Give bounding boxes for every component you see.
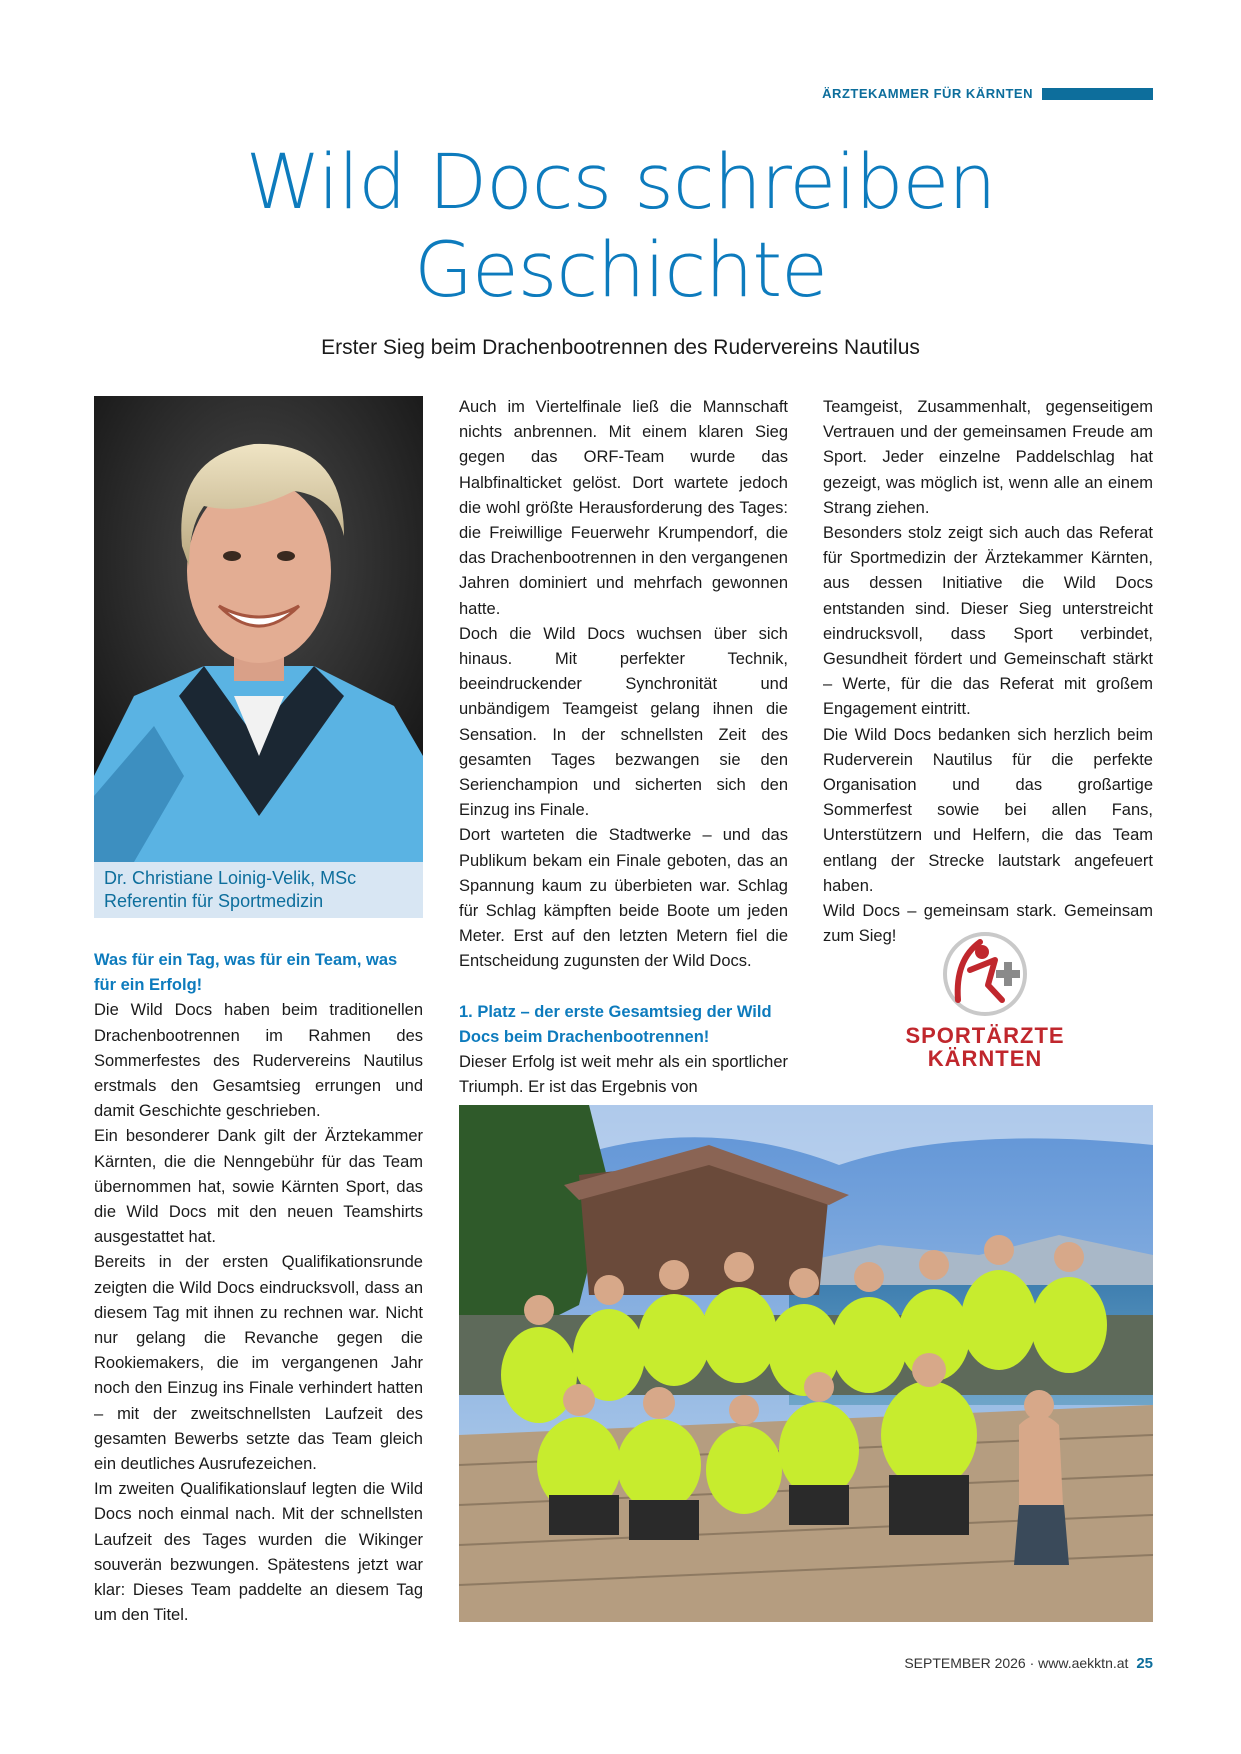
column1-paragraph: Die Wild Docs haben beim traditionellen Drachenbootrennen im Rahmen des Sommerfestes des Rudervereins Nautilus erstmals den Gesamtsieg errungen und damit Geschichte geschrieben. (94, 1001, 423, 1121)
column2-paragraph: Doch die Wild Docs wuchsen über sich hinaus. Mit perfekter Technik, beeindruckender Synchronität und unbändigem Teamgeist gelang ihnen die Sensation. In der schnellsten Zeit des gesamten Tages bezwangen sie den Serienchampion und sicherten sich den Einzug ins Finale. (459, 624, 788, 820)
column1-paragraph: Ein besonderer Dank gilt der Ärztekammer Kärnten, die die Nenngebühr für das Team übernommen hat, sowie Kärnten Sport, das die Wild Docs mit den neuen Teamshirts ausgestattet hat. (94, 1127, 423, 1247)
logo-text-line-2: KÄRNTEN (927, 1046, 1043, 1071)
portrait-caption (94, 862, 423, 918)
header-accent-bar (1042, 88, 1153, 100)
title-line-2: Geschichte (414, 225, 827, 314)
column1-subheading: Was für ein Tag, was für ein Team, was für ein Erfolg! (94, 951, 398, 995)
article-column-1 (94, 948, 423, 1628)
portrait-photo (94, 396, 423, 862)
column2-paragraph: Dort warteten die Stadtwerke – und das Publikum bekam ein Finale geboten, das an Spannung kaum zu überbieten war. Schlag für Schlag kämpften beide Boote um jeden Meter. Erst auf den letzten Metern fiel die Entscheidung zugunsten der Wild Docs. (459, 826, 788, 971)
column3-paragraph: Wild Docs – gemeinsam stark. Gemeinsam zum Sieg! (823, 902, 1153, 946)
page-footer (904, 1655, 1153, 1672)
article-column-2 (459, 395, 788, 1100)
column1-paragraph: Im zweiten Qualifikationslauf legten die Wild Docs noch einmal nach. Mit der schnellsten Laufzeit des Tages wurden die Wikinger souverän bezwungen. Spätestens jetzt war klar: Dieses Team paddelte an diesem Tag um den Titel. (94, 1480, 423, 1625)
column2-subheading: 1. Platz – der erste Gesamtsieg der Wild Docs beim Drachenbootrennen! (459, 1002, 772, 1046)
header-section-label: ÄRZTEKAMMER FÜR KÄRNTEN (822, 86, 1033, 101)
logo-text-line-1: SPORTÄRZTE (905, 1023, 1065, 1048)
column2-paragraph: Dieser Erfolg ist weit mehr als ein sportlicher Triumph. Er ist das Ergebnis von (459, 1053, 788, 1097)
column2-paragraph: Auch im Viertelfinale ließ die Mannschaft nichts anbrennen. Mit einem klaren Sieg gegen das ORF-Team wurde das Halbfinalticket gelöst. Dort wartete jedoch die wohl größte Herausforderung des Tages: die Freiwillige Feuerwehr Krumpendorf, die das Drachenbootrennen in den vergangenen Jahren dominiert und mehrfach gewonnen hatte. (459, 398, 788, 618)
caption-role: Referentin für Sportmedizin (104, 891, 324, 911)
logo-emblem-icon (900, 930, 1070, 1020)
column1-paragraph: Bereits in der ersten Qualifikationsrunde zeigten die Wild Docs eindrucksvoll, dass an diesem Tag mit ihnen zu rechnen war. Nicht nur gelang die Revanche gegen die Rookiemakers, die im vergangenen Jahr noch den Einzug ins Finale verhindert hatten – mit der zweitschnellsten Laufzeit des gesamten Bewerbs setzte das Team gleich ein deutliches Ausrufezeichen. (94, 1253, 423, 1474)
page-title (0, 138, 1241, 314)
column3-paragraph: Besonders stolz zeigt sich auch das Referat für Sportmedizin der Ärztekammer Kärnten, aus dessen Initiative die Wild Docs entstanden sind. Dieser Sieg unterstreicht eindrucksvoll, dass Sport verbindet, Gesundheit fördert und Gemeinschaft stärkt – Werte, für die das Referat mit großem Engagement eintritt. (823, 524, 1153, 719)
footer-issue: SEPTEMBER 2026 · www.aekktn.at (904, 1655, 1129, 1671)
title-line-1: Wild Docs schreiben (245, 137, 996, 226)
page-number: 25 (1136, 1655, 1153, 1672)
column3-paragraph: Teamgeist, Zusammenhalt, gegenseitigem Vertrauen und der gemeinsamen Freude am Sport. Jeder einzelne Paddelschlag hat gezeigt, was möglich ist, wenn alle an einem Strang ziehen. (823, 398, 1153, 517)
paragraph-spacer (459, 975, 788, 1000)
column3-paragraph: Die Wild Docs bedanken sich herzlich beim Ruderverein Nautilus für die perfekte Organisation und das großartige Sommerfest sowie bei allen Fans, Unterstützern und Helfern, die das Team entlang der Strecke lautstark angefeuert haben. (823, 725, 1153, 895)
page-subtitle: Erster Sieg beim Drachenbootrennen des Rudervereins Nautilus (321, 336, 920, 359)
sportaerzte-logo (900, 930, 1070, 1070)
caption-name: Dr. Christiane Loinig-Velik, MSc (104, 868, 357, 888)
article-column-3 (823, 395, 1153, 949)
team-photo (459, 1105, 1153, 1622)
